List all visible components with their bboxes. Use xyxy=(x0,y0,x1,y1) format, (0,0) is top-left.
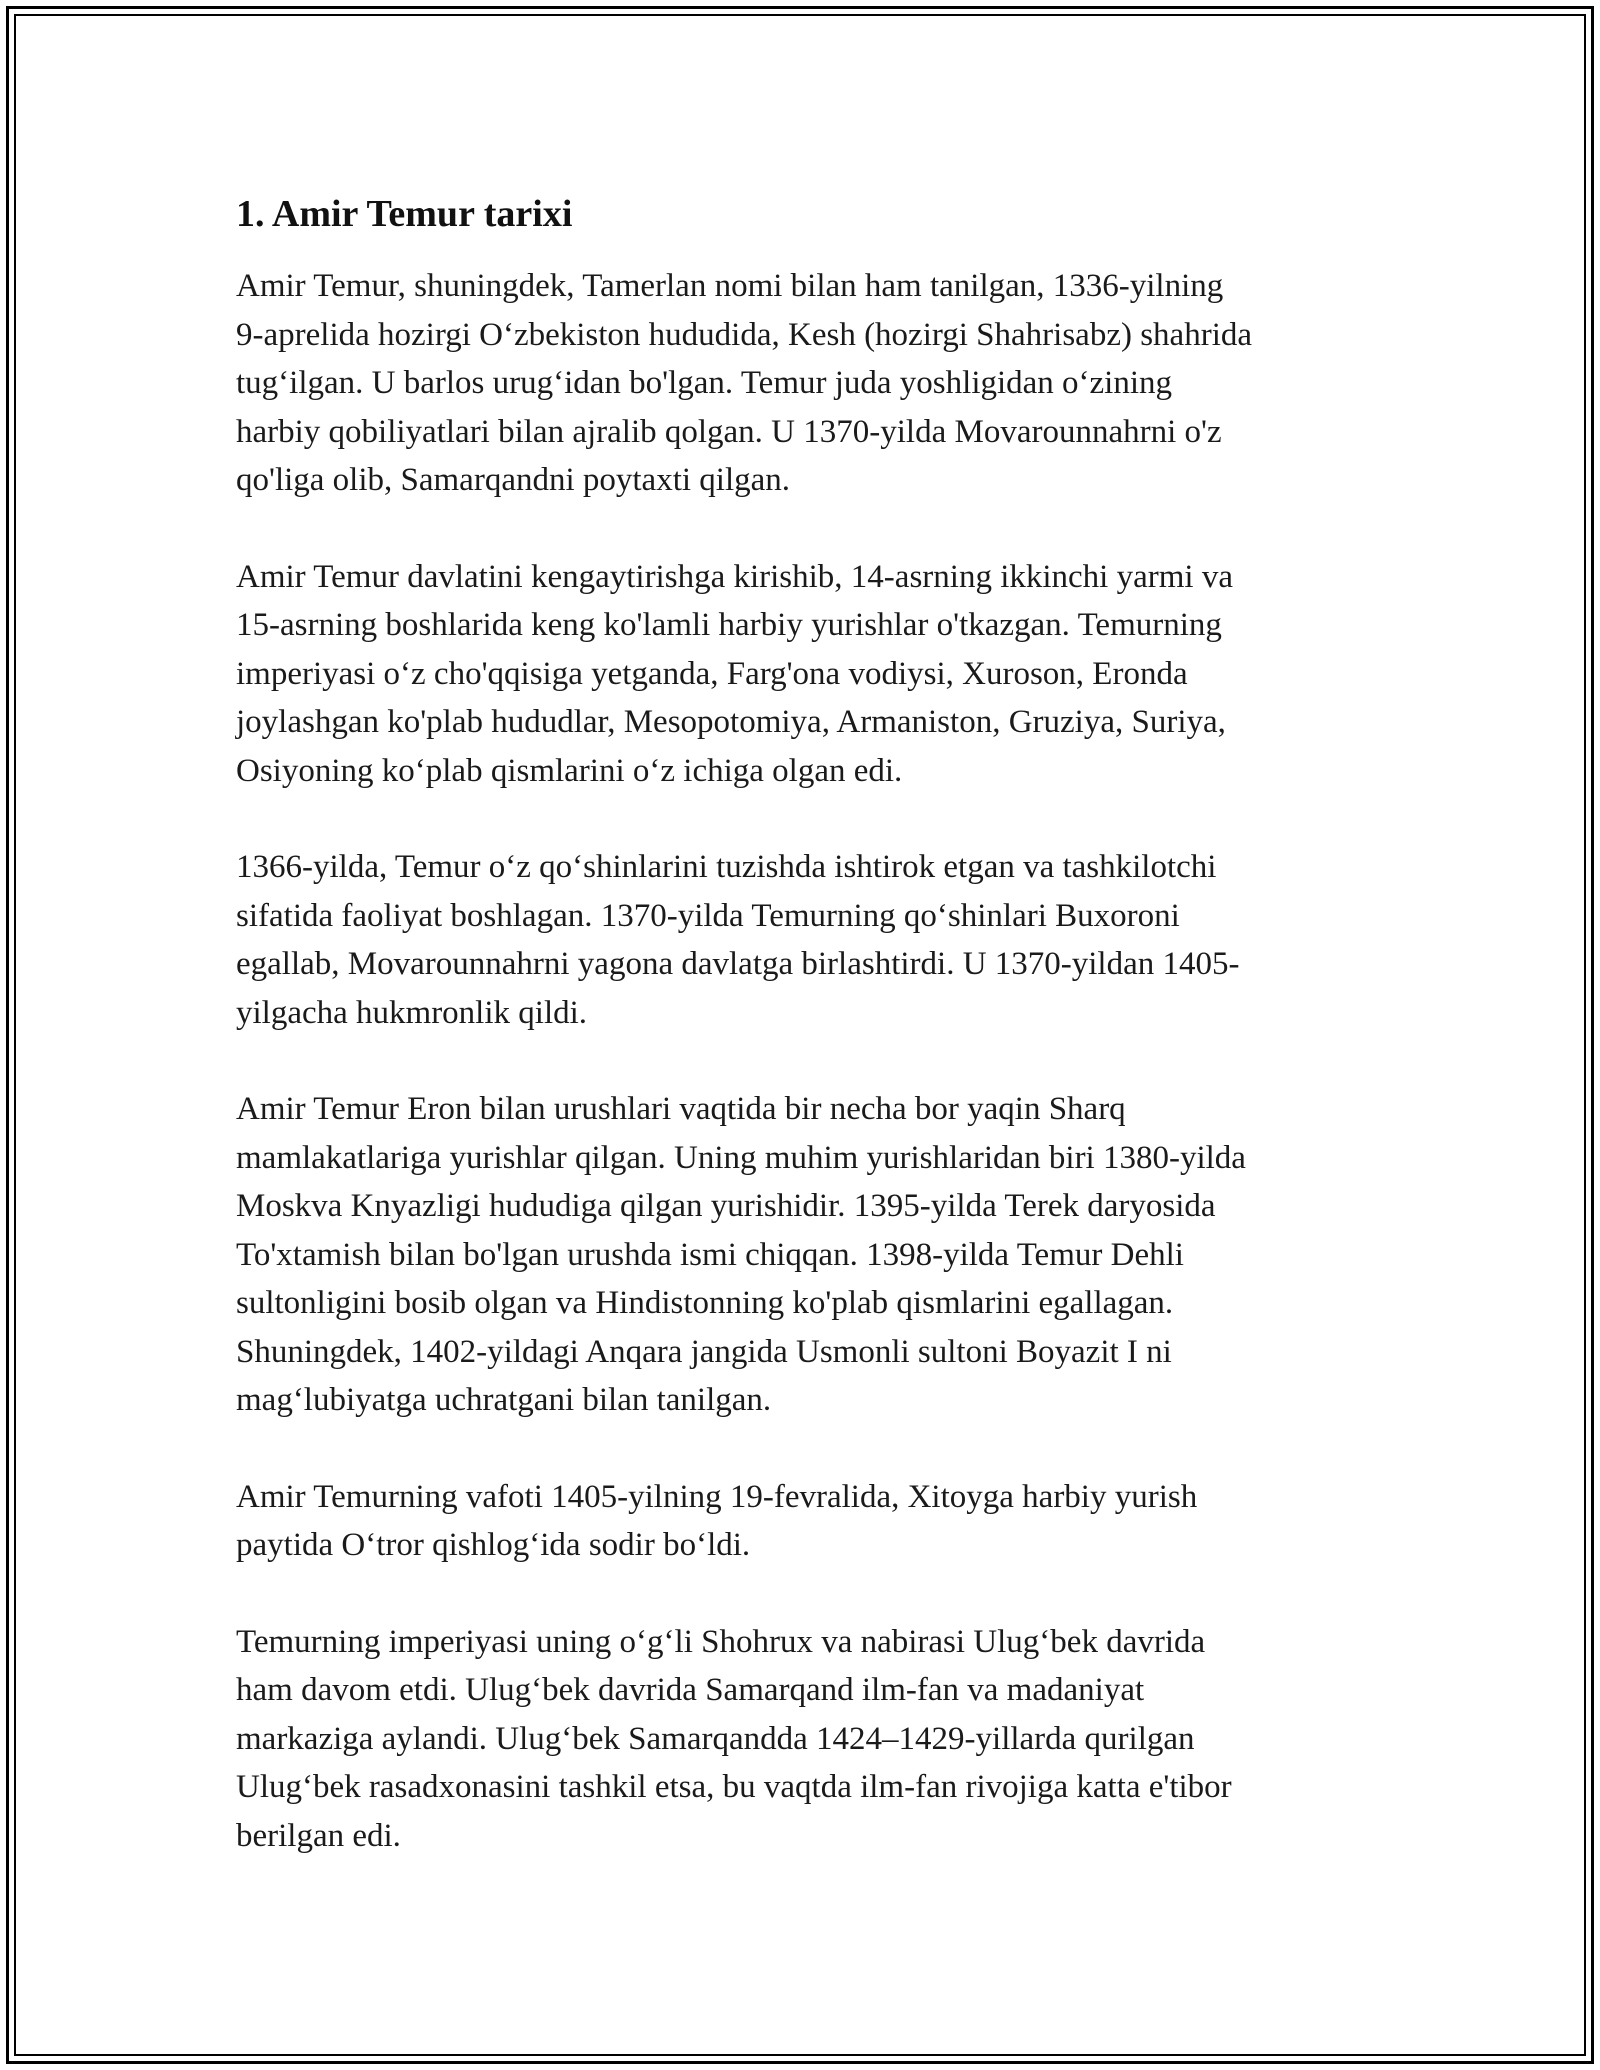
paragraph-campaigns: Amir Temur Eron bilan urushlari vaqtida bir necha bor yaqin Sharq mamlakatlariga yurishlar qilgan. Uning muhim yurishlaridan biri 1380-yilda Moskva Knyazligi hududiga qilgan yurishidir. 1395-yilda Terek daryosida To'xtamish bilan bo'lgan urushda ismi chiqqan. 1398-yilda Temur Dehli sultonligini bosib olgan va Hindistonning ko'plab qismlarini egallagan. Shuningdek, 1402-yildagi Anqara jangida Usmonli sultoni Boyazit I ni mag‘lubiyatga uchratgani bilan tanilgan. xyxy=(236,1091,1246,1418)
document-title: 1. Amir Temur tarixi xyxy=(236,193,573,235)
paragraph-death: Amir Temurning vafoti 1405-yilning 19-fevralida, Xitoyga harbiy yurish paytida O‘tror qishlog‘ida sodir bo‘ldi. xyxy=(236,1478,1198,1563)
document-body xyxy=(236,186,1396,1908)
paragraph-expansion: Amir Temur davlatini kengaytirishga kirishib, 14-asrning ikkinchi yarmi va 15-asrning boshlarida keng ko'lamli harbiy yurishlar o'tkazgan. Temurning imperiyasi o‘z cho'qqisiga yetganda, Farg'ona vodiysi, Xuroson, Eronda joylashgan ko'plab hududlar, Mesopotomiya, Armaniston, Gruziya, Suriya, Osiyoning ko‘plab qismlarini o‘z ichiga olgan edi. xyxy=(236,558,1233,789)
paragraph-legacy: Temurning imperiyasi uning o‘g‘li Shohrux va nabirasi Ulug‘bek davrida ham davom etdi. Ulug‘bek davrida Samarqand ilm-fan va madaniyat markaziga aylandi. Ulug‘bek Samarqandda 1424–1429-yillarda qurilgan Ulug‘bek rasadxonasini tashkil etsa, bu vaqtda ilm-fan rivojiga katta e'tibor berilgan edi. xyxy=(236,1623,1232,1854)
paragraph-birth: Amir Temur, shuningdek, Tamerlan nomi bilan ham tanilgan, 1336-yilning 9-aprelida hozirgi O‘zbekiston hududida, Kesh (hozirgi Shahrisabz) shahrida tug‘ilgan. U barlos urug‘idan bo'lgan. Temur juda yoshligidan o‘zining harbiy qobiliyatlari bilan ajralib qolgan. U 1370-yilda Movarounnahrni o'z qo'liga olib, Samarqandni poytaxti qilgan. xyxy=(236,268,1253,498)
paragraph-rise-to-power: 1366-yilda, Temur o‘z qo‘shinlarini tuzishda ishtirok etgan va tashkilotchi sifatida faoliyat boshlagan. 1370-yilda Temurning qo‘shinlari Buxoroni egallab, Movarounnahrni yagona davlatga birlashtirdi. U 1370-yildan 1405- yilgacha hukmronlik qildi. xyxy=(236,849,1240,1031)
